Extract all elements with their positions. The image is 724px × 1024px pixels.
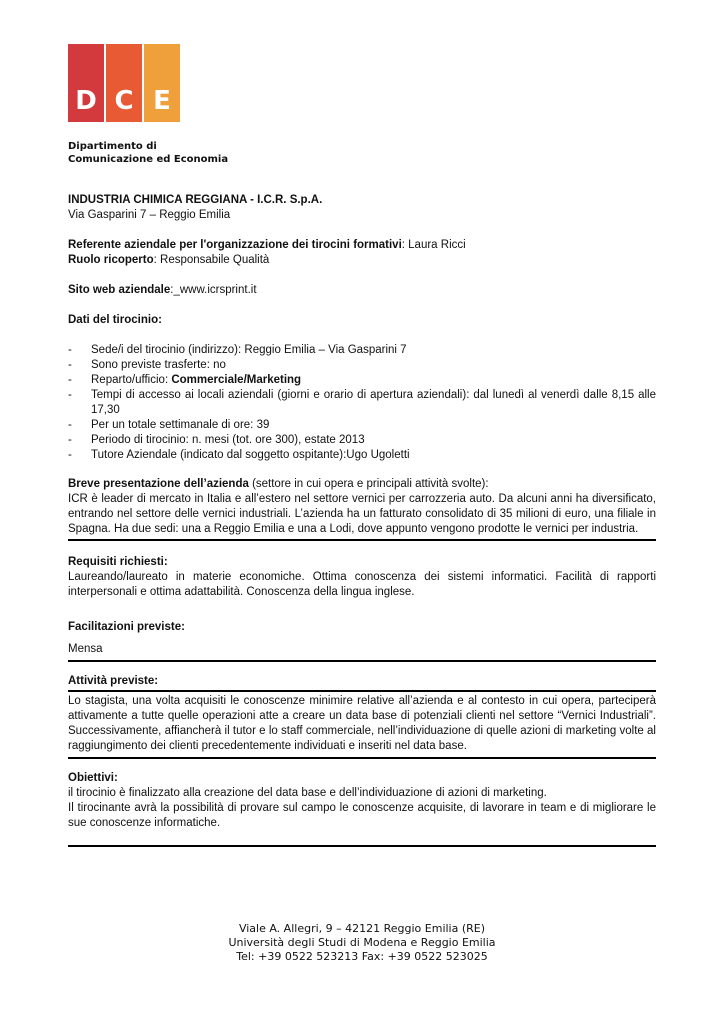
sito-value[interactable]: :_www.icrsprint.it bbox=[170, 284, 257, 296]
department-line-1: Dipartimento di bbox=[68, 141, 157, 152]
presentazione-text: ICR è leader di mercato in Italia e all’estero nel settore vernici per carrozzeria auto. Da alcuni anni ha diversificato, entrando nel settore delle vernici industriali. L’azienda ha un fatturato consolidato di 35 milioni di euro, una filiale in Spagna. Ha due sedi: una a Reggio Emilia e una a Lodi, dove appunto vengono prodotte le vernici per industria. bbox=[68, 493, 656, 535]
logo-letter-d: D bbox=[75, 86, 97, 116]
referente-value: : Laura Ricci bbox=[401, 239, 466, 251]
obiettivi-heading: Obiettivi: bbox=[68, 772, 118, 784]
list-item: - Sono previste trasferte: no bbox=[68, 358, 656, 373]
ruolo-label: Ruolo ricoperto bbox=[68, 254, 154, 266]
footer bbox=[0, 922, 724, 964]
footer-address: Viale A. Allegri, 9 – 42121 Reggio Emilia (RE) bbox=[238, 922, 486, 935]
obiettivi-rule bbox=[68, 831, 656, 847]
department-name bbox=[68, 140, 228, 166]
document-body bbox=[68, 193, 656, 847]
list-item: - Tutore Aziendale (indicato dal soggetto ospitante):Ugo Ugoletti bbox=[68, 448, 656, 463]
obiettivi-line-2: Il tirocinante avrà la possibilità di provare sul campo le conoscenze acquisite, di lavorare in team e di migliorare le sue conoscenze informatiche. bbox=[68, 802, 656, 829]
list-item: - Tempi di accesso ai locali aziendali (giorni e orario di apertura aziendali): dal lunedì al venerdì dalle 8,15 alle 17,30 bbox=[68, 388, 656, 418]
list-item: - Sede/i del tirocinio (indirizzo): Reggio Emilia – Via Gasparini 7 bbox=[68, 343, 656, 358]
attivita-heading: Attività previste: bbox=[68, 674, 656, 692]
company-address: Via Gasparini 7 – Reggio Emilia bbox=[68, 209, 231, 221]
presentazione-heading: Breve presentazione dell’azienda bbox=[68, 478, 249, 490]
logo-block-c bbox=[106, 44, 142, 122]
requisiti-text: Laureando/laureato in materie economiche. Ottima conoscenza dei sistemi informatici. Facilità di rapporti interpersonali e ottima adattabilità. Conoscenza della lingua inglese. bbox=[68, 571, 656, 598]
tirocinio-heading: Dati del tirocinio: bbox=[68, 314, 162, 326]
list-item: - Per un totale settimanale di ore: 39 bbox=[68, 418, 656, 433]
requisiti-heading: Requisiti richiesti: bbox=[68, 556, 168, 568]
ruolo-value: : Responsabile Qualità bbox=[153, 254, 270, 266]
referente-line bbox=[68, 238, 656, 253]
list-item bbox=[68, 373, 656, 388]
sito-line bbox=[68, 283, 656, 298]
attivita-text: Lo stagista, una volta acquisiti le conoscenze minimire relative all’azienda e al contesto in cui opera, parteciperà attivamente a tutte quelle operazioni atte a creare un data base di potenziali clienti nel settore “Vernici Industriali”. Successivamente, affiancherà il tutor e lo staff commerciale, nell’individuazione di quelle azioni di marketing volte al raggiungimento dei clienti precedentemente individuati e inseriti nel data base. bbox=[68, 692, 656, 759]
tirocinio-list bbox=[68, 343, 656, 463]
company-name: INDUSTRIA CHIMICA REGGIANA - I.C.R. S.p.A. bbox=[68, 194, 323, 206]
sito-label: Sito web aziendale bbox=[68, 284, 171, 296]
footer-contacts: Tel: +39 0522 523213 Fax: +39 0522 523025 bbox=[236, 950, 488, 963]
department-line-2: Comunicazione ed Economia bbox=[68, 154, 229, 165]
presentazione-heading-line bbox=[68, 477, 656, 492]
reparto-value: Commerciale/Marketing bbox=[171, 374, 302, 386]
presentazione-section bbox=[68, 477, 656, 541]
reparto-label: Reparto/ufficio: bbox=[91, 374, 172, 386]
logo-block-e bbox=[144, 44, 180, 122]
requisiti-section bbox=[68, 555, 656, 602]
facilitazioni-text: Mensa bbox=[68, 642, 656, 662]
dce-logo bbox=[68, 44, 180, 122]
ruolo-line bbox=[68, 253, 656, 268]
facilitazioni-heading: Facilitazioni previste: bbox=[68, 621, 185, 633]
logo-block-d bbox=[68, 44, 104, 122]
obiettivi-line-1: il tirocinio è finalizzato alla creazione del data base e dell’individuazione di azioni di marketing. bbox=[68, 787, 547, 799]
logo-letter-e: E bbox=[153, 86, 171, 116]
logo-letter-c: C bbox=[114, 86, 134, 116]
referente-label: Referente aziendale per l'organizzazione dei tirocini formativi bbox=[68, 239, 402, 251]
list-item: - Periodo di tirocinio: n. mesi (tot. ore 300), estate 2013 bbox=[68, 433, 656, 448]
footer-university: Università degli Studi di Modena e Reggio Emilia bbox=[228, 936, 496, 949]
presentazione-subtitle: (settore in cui opera e principali attività svolte): bbox=[248, 478, 489, 490]
